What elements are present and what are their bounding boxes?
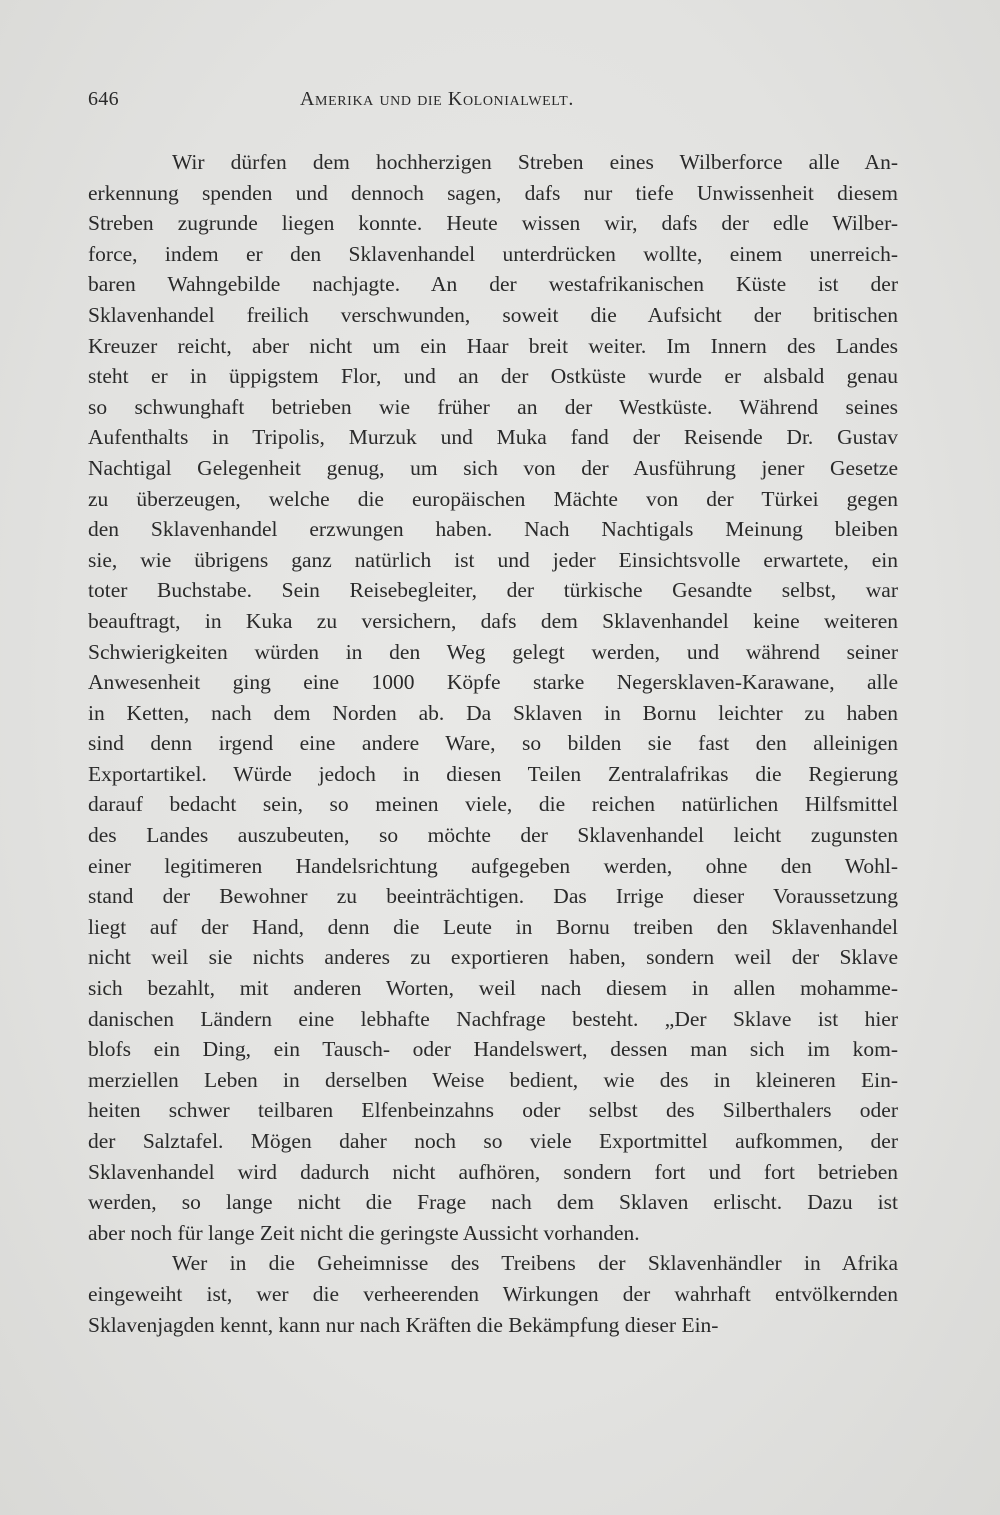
text-line: heiten schwer teilbaren Elfenbeinzahns oder selbst des Silberthalers oder (88, 1098, 898, 1123)
text-line: stand der Bewohner zu beeinträchtigen. Das Irrige dieser Voraussetzung (88, 884, 898, 909)
text-line: in Ketten, nach dem Norden ab. Da Sklaven in Bornu leichter zu haben (88, 700, 898, 725)
text-line: Schwierigkeiten würden in den Weg gelegt werden, und während seiner (88, 639, 898, 664)
text-line: beauftragt, in Kuka zu versichern, dafs dem Sklavenhandel keine weiteren (88, 608, 898, 633)
text-line: der Salztafel. Mögen daher noch so viele Exportmittel aufkommen, der (88, 1129, 898, 1153)
text-line: erkennung spenden und dennoch sagen, dafs nur tiefe Unwissenheit diesem (88, 180, 898, 205)
text-line: baren Wahngebilde nachjagte. An der westafrikanischen Küste ist der (88, 272, 898, 297)
text-line: steht er in üppigstem Flor, und an der Ostküste wurde er alsbald genau (88, 364, 898, 389)
text-line: sich bezahlt, mit anderen Worten, weil nach diesem in allen mohamme- (88, 976, 898, 1001)
text-line: Sklavenhandel freilich verschwunden, soweit die Aufsicht der britischen (88, 302, 898, 327)
text-line: den Sklavenhandel erzwungen haben. Nach Nachtigals Meinung bleiben (88, 517, 898, 542)
text-line: force, indem er den Sklavenhandel unterdrücken wollte, einem unerreich- (88, 241, 898, 266)
text-line: Sklavenjagden kennt, kann nur nach Kräften die Bekämpfung dieser Ein- (88, 1312, 719, 1337)
text-line: Exportartikel. Würde jedoch in diesen Teilen Zentralafrikas die Regierung (88, 761, 898, 786)
text-line: so schwunghaft betrieben wie früher an der Westküste. Während seines (88, 394, 898, 419)
text-line: Kreuzer reicht, aber nicht um ein Haar breit weiter. Im Innern des Landes (88, 333, 898, 358)
text-line: Sklavenhandel wird dadurch nicht aufhören, sondern fort und fort betrieben (88, 1159, 898, 1184)
text-line: aber noch für lange Zeit nicht die geringste Aussicht vorhanden. (88, 1220, 640, 1245)
text-line: liegt auf der Hand, denn die Leute in Bornu treiben den Sklavenhandel (88, 914, 898, 939)
text-line: Nachtigal Gelegenheit genug, um sich von der Ausführung jener Gesetze (88, 455, 898, 480)
text-line: sie, wie übrigens ganz natürlich ist und jeder Einsichtsvolle erwartete, ein (88, 547, 898, 572)
text-line: toter Buchstabe. Sein Reisebegleiter, der türkische Gesandte selbst, war (88, 578, 898, 603)
text-line: blofs ein Ding, ein Tausch- oder Handelswert, dessen man sich im kom- (88, 1037, 898, 1062)
text-line: Wir dürfen dem hochherzigen Streben eines Wilberforce alle An- (172, 150, 898, 174)
text-line: eingeweiht ist, wer die verheerenden Wirkungen der wahrhaft entvölkernden (88, 1281, 898, 1306)
text-line: werden, so lange nicht die Frage nach dem Sklaven erlischt. Dazu ist (88, 1190, 898, 1215)
text-line: des Landes auszubeuten, so möchte der Sklavenhandel leicht zugunsten (88, 823, 898, 848)
running-title: Amerika und die Kolonialwelt. (300, 88, 574, 110)
body-text (88, 147, 898, 1340)
text-line: einer legitimeren Handelsrichtung aufgegeben werden, ohne den Wohl- (88, 853, 898, 878)
text-line: darauf bedacht sein, so meinen viele, die reichen natürlichen Hilfsmittel (88, 792, 898, 817)
text-line: merziellen Leben in derselben Weise bedient, wie des in kleineren Ein- (88, 1067, 898, 1092)
text-line: Anwesenheit ging eine 1000 Köpfe starke Negersklaven-Karawane, alle (88, 670, 898, 695)
text-line: Streben zugrunde liegen konnte. Heute wissen wir, dafs der edle Wilber- (88, 211, 898, 236)
text-line: danischen Ländern eine lebhafte Nachfrage besteht. „Der Sklave ist hier (88, 1006, 898, 1031)
text-line: Wer in die Geheimnisse des Treibens der Sklavenhändler in Afrika (172, 1251, 898, 1276)
text-line: zu überzeugen, welche die europäischen Mächte von der Türkei gegen (88, 486, 898, 511)
text-line: nicht weil sie nichts anderes zu exportieren haben, sondern weil der Sklave (88, 945, 898, 970)
text-line: Aufenthalts in Tripolis, Murzuk und Muka fand der Reisende Dr. Gustav (88, 425, 898, 450)
page-number: 646 (88, 88, 119, 110)
running-head (88, 88, 898, 118)
text-line: sind denn irgend eine andere Ware, so bilden sie fast den alleinigen (88, 731, 898, 756)
